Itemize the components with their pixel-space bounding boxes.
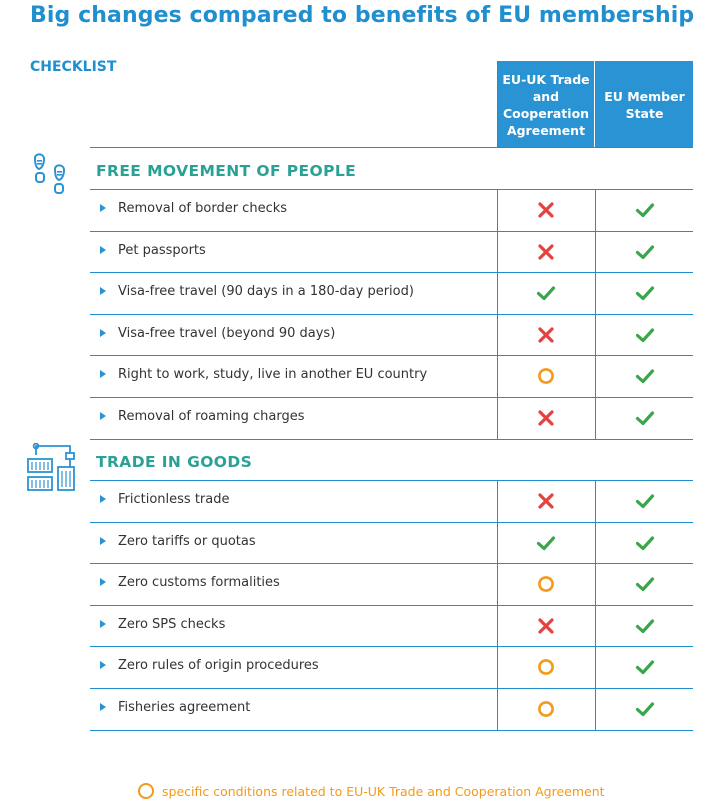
bullet-arrow-icon (100, 578, 106, 586)
check-icon (635, 616, 655, 636)
table-row (90, 646, 693, 687)
check-icon (635, 574, 655, 594)
row-label: Visa-free travel (beyond 90 days) (118, 325, 336, 341)
table-divider (90, 147, 693, 148)
row-label: Right to work, study, live in another EU country (118, 367, 428, 383)
bullet-arrow-icon (100, 703, 106, 711)
bullet-arrow-icon (100, 661, 106, 669)
circle-icon (536, 366, 556, 386)
bullet-arrow-icon (100, 204, 106, 212)
check-icon (635, 408, 655, 428)
row-label: Removal of roaming charges (118, 409, 305, 424)
cross-icon (536, 408, 556, 428)
check-icon (635, 366, 655, 386)
check-icon (536, 283, 556, 303)
check-icon (635, 200, 655, 220)
row-label: Removal of border checks (118, 201, 288, 216)
cross-icon (536, 616, 556, 636)
check-icon (635, 242, 655, 262)
cross-icon (536, 242, 556, 262)
table-row (90, 480, 693, 521)
bullet-arrow-icon (100, 287, 106, 295)
row-label: Zero customs formalities (118, 575, 280, 591)
bullet-arrow-icon (100, 246, 106, 254)
bullet-arrow-icon (100, 537, 106, 545)
cross-icon (536, 200, 556, 220)
circle-icon (536, 657, 556, 677)
check-icon (635, 283, 655, 303)
circle-icon (536, 699, 556, 719)
row-label: Pet passports (118, 242, 206, 258)
bullet-arrow-icon (100, 495, 106, 503)
check-icon (635, 533, 655, 553)
checklist-label: CHECKLIST (30, 59, 117, 75)
column-header-label: EU-UK Trade and Cooperation Agreement (502, 71, 590, 138)
table-row (90, 355, 693, 396)
table-row (90, 231, 693, 272)
section-title-free-movement: FREE MOVEMENT OF PEOPLE (96, 162, 357, 180)
table-row (90, 522, 693, 563)
bullet-arrow-icon (100, 370, 106, 378)
table-row (90, 272, 693, 313)
row-label: Zero tariffs or quotas (118, 533, 256, 549)
row-label: Fisheries agreement (118, 700, 251, 715)
check-icon (635, 699, 655, 719)
section-title-trade-in-goods: TRADE IN GOODS (96, 453, 253, 471)
bullet-arrow-icon (100, 329, 106, 337)
check-icon (635, 325, 655, 345)
table-divider (90, 730, 693, 731)
table-row (90, 605, 693, 646)
circle-icon (138, 783, 154, 799)
cargo-crane-icon (24, 443, 78, 493)
page-title: Big changes compared to benefits of EU membership (30, 3, 695, 28)
check-icon (635, 657, 655, 677)
column-header-eu-uk-agreement (498, 61, 594, 148)
table-row (90, 397, 693, 438)
table-row (90, 688, 693, 729)
cross-icon (536, 325, 556, 345)
column-divider (497, 61, 498, 148)
table-row (90, 563, 693, 604)
row-label: Zero rules of origin procedures (118, 658, 319, 674)
table-row (90, 314, 693, 355)
footprints-icon (30, 152, 74, 196)
row-label: Frictionless trade (118, 492, 230, 507)
table-divider (90, 439, 693, 440)
row-label: Visa-free travel (90 days in a 180-day period) (118, 284, 414, 300)
check-icon (536, 533, 556, 553)
check-icon (635, 491, 655, 511)
bullet-arrow-icon (100, 412, 106, 420)
circle-icon (536, 574, 556, 594)
cross-icon (536, 491, 556, 511)
table-row (90, 189, 693, 230)
legend-text: specific conditions related to EU-UK Trade and Cooperation Agreement (162, 783, 605, 799)
column-header-eu-member-state (596, 61, 693, 148)
row-label: Zero SPS checks (118, 616, 226, 632)
legend (138, 783, 605, 799)
column-divider (595, 61, 596, 148)
bullet-arrow-icon (100, 620, 106, 628)
column-header-label: EU Member State (604, 88, 685, 121)
